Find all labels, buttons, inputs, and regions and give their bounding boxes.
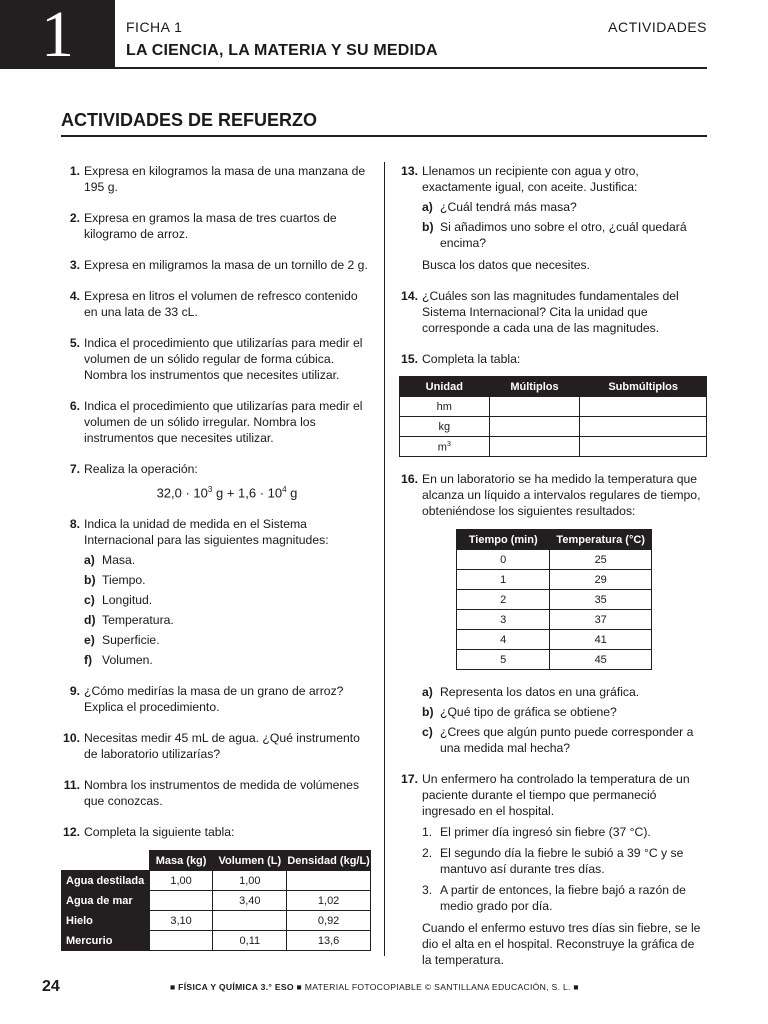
units-table [399, 376, 707, 457]
footer-text: ■ FÍSICA Y QUÍMICA 3.° ESO ■ MATERIAL FOTOCOPIABLE © SANTILLANA EDUCACIÓN, S. L. ■ [170, 982, 579, 992]
table-header: Múltiplos [489, 377, 580, 397]
header-rule [115, 67, 707, 69]
question-16: 16. En un laboratorio se ha medido la temperatura que alcanza un líquido a intervalos regulares de tiempo, obteniéndose los siguientes resultados: Tiempo (min) Temperatura (°C) 0 25 1 29 2 35 3 37 4 41 5 45 a) Representa los datos en una gráfica. b) ¿Qué tipo de gráfica se obtiene? c) ¿Crees que algún punto puede corresponder a una medida mal hecha? [399, 471, 707, 756]
table-row: Hielo 3,10 0,92 [62, 911, 371, 931]
table-row: 5 45 [457, 650, 652, 670]
question-11: 11. Nombra los instrumentos de medida de volúmenes que conozcas. [63, 778, 360, 809]
list-item: a) ¿Cuál tendrá más masa? [422, 200, 577, 214]
formula: $32,0 \cdot 10^3$ $g + 1,6 \cdot 10^4$ g [156, 485, 298, 501]
list-item: c) Longitud. [84, 593, 153, 608]
table-header-row [400, 377, 707, 397]
table-header: Masa (kg) [149, 851, 213, 871]
note: Busca los datos que necesites. [422, 258, 591, 272]
question-10: 10. Necesitas medir 45 mL de agua. ¿Qué instrumento de laboratorio utilizarías? [63, 731, 360, 762]
question-4: 4. Expresa en litros el volumen de refresco contenido en una lata de 33 cL. [69, 289, 358, 319]
table-row: hm [400, 397, 707, 417]
question-9: 9. ¿Cómo medirías la masa de un grano de arroz? Explica el procedimiento. [69, 684, 344, 715]
question-8: 8. Indica la unidad de medida en el Sistema Internacional para las siguientes magnitudes: a) Masa. b) Tiempo. c) Longitud. d) Temperatura. e) Superficie. f) Volumen. [61, 516, 370, 668]
table-row: 0 25 [457, 550, 652, 570]
question-3: 3. Expresa en miligramos la masa de un tornillo de 2 g. [69, 258, 368, 272]
table-row: Mercurio 0,11 13,6 [62, 931, 371, 951]
table-row: 4 41 [457, 630, 652, 650]
table-header: Volumen (L) [213, 851, 287, 871]
list-item: 2. El segundo día la fiebre le subió a 39 °C y se mantuvo así durante tres días. [422, 846, 684, 876]
list-item: 1. El primer día ingresó sin fiebre (37 °C). [422, 825, 651, 839]
table-corner [62, 851, 150, 871]
left-column [61, 163, 370, 951]
table-row: 1 29 [457, 570, 652, 590]
section-rule [61, 135, 707, 137]
table-header: Densidad (kg/L) [287, 851, 371, 871]
table-row: 2 35 [457, 590, 652, 610]
section-title: ACTIVIDADES DE REFUERZO [61, 110, 318, 130]
chapter-number-box [0, 0, 115, 69]
ficha-label: FICHA 1 [126, 19, 183, 35]
list-item: c) ¿Crees que algún punto puede corresponder a una medida mal hecha? [422, 725, 694, 755]
question-1: 1. Expresa en kilogramos la masa de una manzana de 195 g. [69, 164, 366, 194]
right-column [399, 163, 707, 968]
question-12: 12. Completa la siguiente tabla: [63, 825, 235, 840]
table-row: Agua de mar 3,40 1,02 [62, 891, 371, 911]
table-header: Temperatura (°C) [550, 530, 652, 550]
question-7: 7. Realiza la operación: $32,0 \cdot 10^3$ $g + 1,6 \cdot 10^4$ g [61, 461, 370, 501]
table-header: Unidad [400, 377, 490, 397]
table-header-row [62, 851, 371, 871]
list-item: e) Superficie. [84, 633, 160, 648]
question-17: 17. Un enfermero ha controlado la temperatura de un paciente durante el tiempo que permaneció ingresado en el hospital. 1. El primer día ingresó sin fiebre (37 °C). 2. El segundo día la fiebre le subió a 39 °C y se mantuvo así durante tres días. 3. A partir de entonces, la fiebre bajó a razón de medio grado por día. Cuando el enfermo estuvo tres días sin fiebre, se le dio el alta en el hospital. Reconstruye la gráfica de la temperatura. [399, 771, 707, 968]
list-item: b) Si añadimos uno sobre el otro, ¿cuál quedará encima? [422, 220, 687, 250]
list-item: a) Representa los datos en una gráfica. [422, 685, 640, 699]
table-row: kg [400, 417, 707, 437]
temperature-table [456, 529, 652, 670]
question-5: 5. Indica el procedimiento que utilizarías para medir el volumen de un sólido regular de forma cúbica. Nombra los instrumentos que necesites utilizar. [69, 336, 363, 382]
list-item: d) Temperatura. [84, 613, 174, 628]
question-6: 6. Indica el procedimiento que utilizarías para medir el volumen de un sólido irregular. Nombra los instrumentos que necesites utilizar. [69, 399, 363, 445]
table-header-row [457, 530, 652, 550]
chapter-number: 1 [41, 0, 74, 71]
note: Cuando el enfermo estuvo tres días sin fiebre, se le dio el alta en el hospital. Reconstruye la gráfica de la temperatura. [422, 921, 701, 967]
table-header: Submúltiplos [580, 377, 707, 397]
column-divider [384, 162, 385, 956]
list-item: 3. A partir de entonces, la fiebre bajó a razón de medio grado por día. [422, 883, 686, 913]
list-item: b) Tiempo. [84, 573, 146, 588]
question-14: 14. ¿Cuáles son las magnitudes fundamentales del Sistema Internacional? Cita la unidad que corresponde a cada una de las magnitudes. [401, 289, 679, 335]
table-row: $m^3$ [400, 437, 707, 457]
list-item: a) Masa. [84, 553, 136, 568]
density-table [61, 850, 371, 951]
table-header: Tiempo (min) [457, 530, 550, 550]
page-title: LA CIENCIA, LA MATERIA Y SU MEDIDA [126, 42, 438, 59]
table-row: Agua destilada 1,00 1,00 [62, 871, 371, 891]
question-2: 2. Expresa en gramos la masa de tres cuartos de kilogramo de arroz. [69, 211, 337, 241]
list-item: f) Volumen. [84, 653, 153, 668]
section-label: ACTIVIDADES [608, 19, 707, 35]
question-15: 15. Completa la tabla: [401, 352, 521, 366]
list-item: b) ¿Qué tipo de gráfica se obtiene? [422, 705, 617, 719]
page-number: 24 [42, 978, 60, 995]
question-13: 13. Llenamos un recipiente con agua y otro, exactamente igual, con aceite. Justifica: a) ¿Cuál tendrá más masa? b) Si añadimos uno sobre el otro, ¿cuál quedará encima? Busca los datos que necesites. [399, 163, 707, 273]
table-row: 3 37 [457, 610, 652, 630]
